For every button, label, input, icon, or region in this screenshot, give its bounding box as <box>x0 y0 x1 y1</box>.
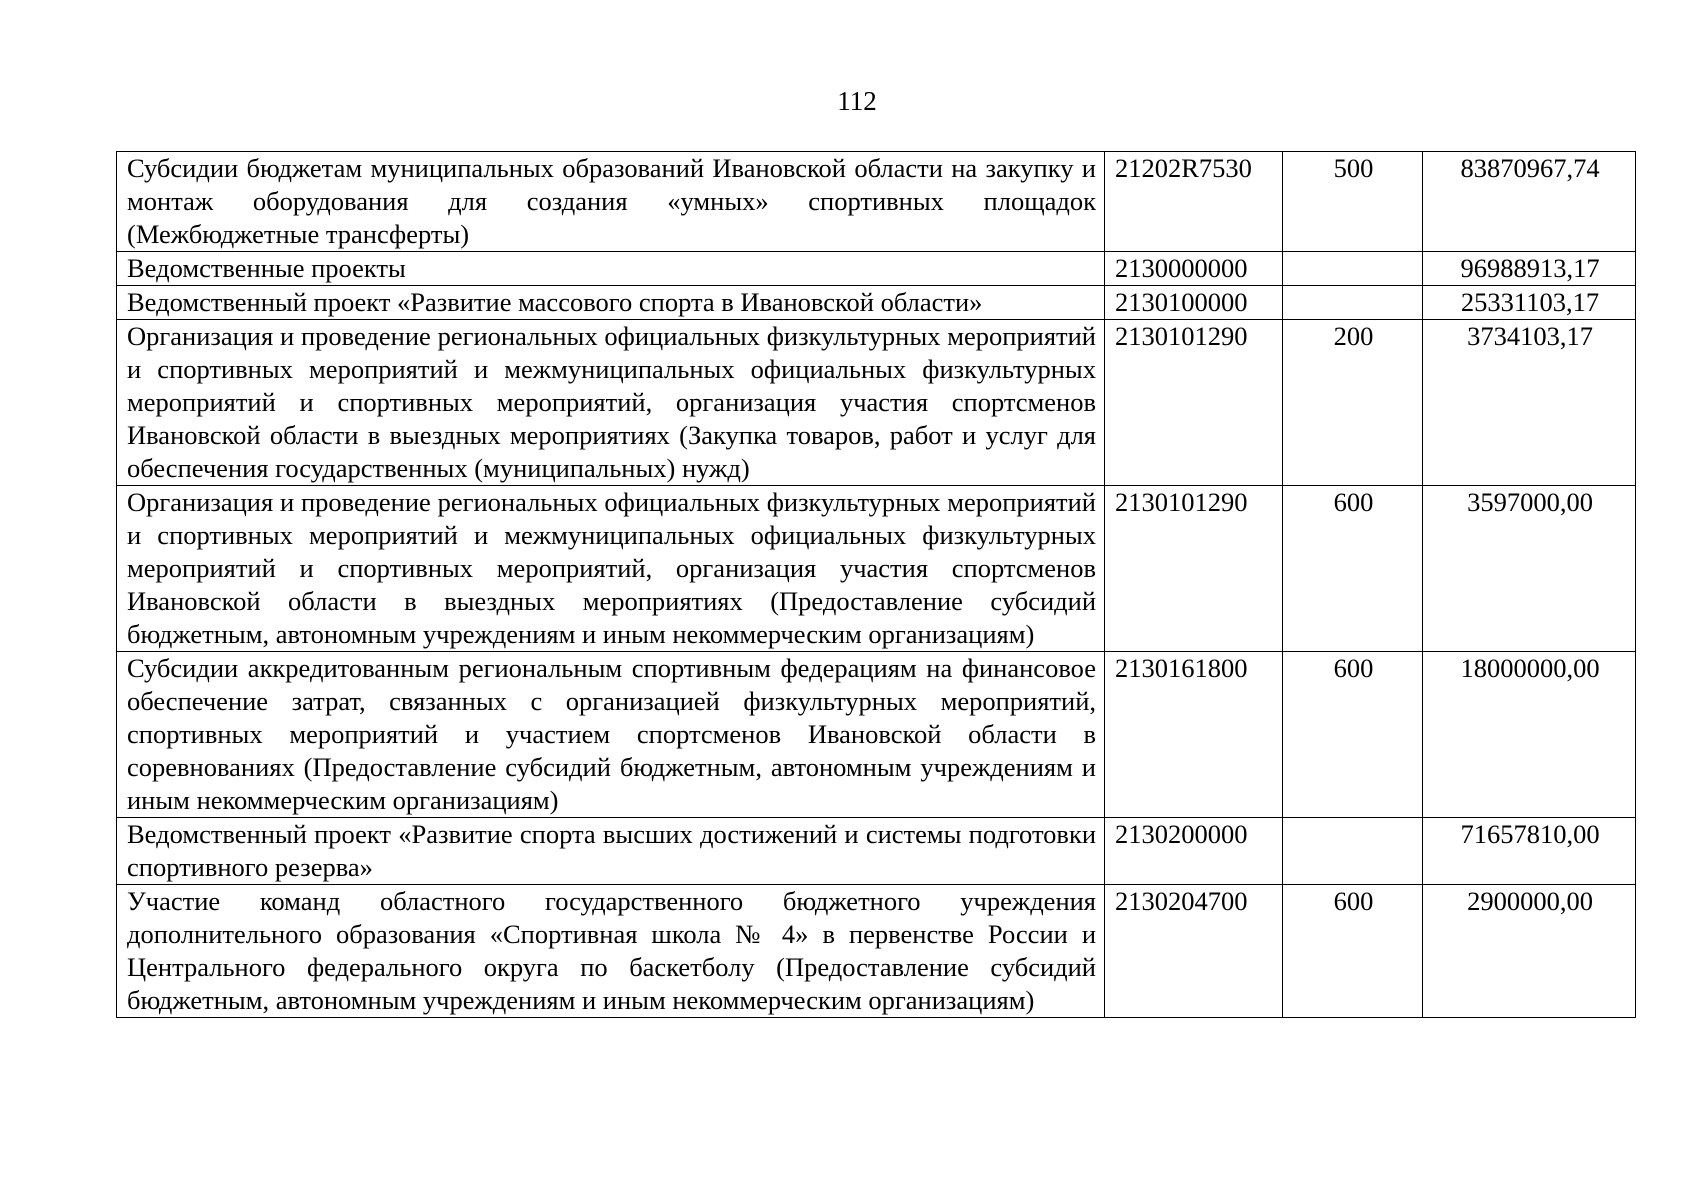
row-sum-cell: 96988913,17 <box>1423 252 1636 286</box>
row-sum-cell: 2900000,00 <box>1423 885 1636 1018</box>
table-row <box>117 885 1636 1018</box>
row-type-cell: 600 <box>1283 652 1423 818</box>
row-code-cell: 2130000000 <box>1105 252 1283 286</box>
row-sum-cell: 18000000,00 <box>1423 652 1636 818</box>
row-sum-cell: 83870967,74 <box>1423 152 1636 252</box>
row-sum-cell: 3734103,17 <box>1423 320 1636 486</box>
table-row <box>117 152 1636 252</box>
row-code-cell: 2130161800 <box>1105 652 1283 818</box>
row-type-cell: 600 <box>1283 885 1423 1018</box>
row-name-cell: Субсидии бюджетам муниципальных образований Ивановской области на закупку и монтаж оборудования для создания «умных» спортивных площадок (Межбюджетные трансферты) <box>117 152 1105 252</box>
row-sum-cell: 25331103,17 <box>1423 286 1636 320</box>
table-row <box>117 252 1636 286</box>
table-row <box>117 818 1636 885</box>
row-name-cell: Субсидии аккредитованным региональным спортивным федерациям на финансовое обеспечение затрат, связанных с организацией физкультурных мероприятий, спортивных мероприятий и участием спортсменов Ивановской области в соревнованиях (Предоставление субсидий бюджетным, автономным учреждениям и иным некоммерческим организациям) <box>117 652 1105 818</box>
row-name-cell: Ведомственные проекты <box>117 252 1105 286</box>
table-row <box>117 286 1636 320</box>
row-type-cell: 600 <box>1283 486 1423 652</box>
table-row <box>117 320 1636 486</box>
row-name-cell: Ведомственный проект «Развитие спорта высших достижений и системы подготовки спортивного резерва» <box>117 818 1105 885</box>
row-name-cell: Ведомственный проект «Развитие массового спорта в Ивановской области» <box>117 286 1105 320</box>
row-code-cell: 2130101290 <box>1105 486 1283 652</box>
row-name-cell: Организация и проведение региональных официальных физкультурных мероприятий и спортивных мероприятий и межмуниципальных официальных физкультурных мероприятий и спортивных мероприятий, организация участия спортсменов Ивановской области в выездных мероприятиях (Закупка товаров, работ и услуг для обеспечения государственных (муниципальных) нужд) <box>117 320 1105 486</box>
row-code-cell: 2130100000 <box>1105 286 1283 320</box>
row-sum-cell: 71657810,00 <box>1423 818 1636 885</box>
row-type-cell: 500 <box>1283 152 1423 252</box>
row-type-cell <box>1283 286 1423 320</box>
row-name-cell: Организация и проведение региональных официальных физкультурных мероприятий и спортивных мероприятий и межмуниципальных официальных физкультурных мероприятий и спортивных мероприятий, организация участия спортсменов Ивановской области в выездных мероприятиях (Предоставление субсидий бюджетным, автономным учреждениям и иным некоммерческим организациям) <box>117 486 1105 652</box>
row-code-cell: 21202R7530 <box>1105 152 1283 252</box>
row-type-cell <box>1283 818 1423 885</box>
page-number: 112 <box>837 86 877 116</box>
row-code-cell: 2130101290 <box>1105 320 1283 486</box>
row-code-cell: 2130200000 <box>1105 818 1283 885</box>
table-row <box>117 652 1636 818</box>
row-sum-cell: 3597000,00 <box>1423 486 1636 652</box>
row-type-cell <box>1283 252 1423 286</box>
table-row <box>117 486 1636 652</box>
row-code-cell: 2130204700 <box>1105 885 1283 1018</box>
row-type-cell: 200 <box>1283 320 1423 486</box>
budget-table <box>116 151 1636 1018</box>
row-name-cell: Участие команд областного государственного бюджетного учреждения дополнительного образования «Спортивная школа № 4» в первенстве России и Центрального федерального округа по баскетболу (Предоставление субсидий бюджетным, автономным учреждениям и иным некоммерческим организациям) <box>117 885 1105 1018</box>
